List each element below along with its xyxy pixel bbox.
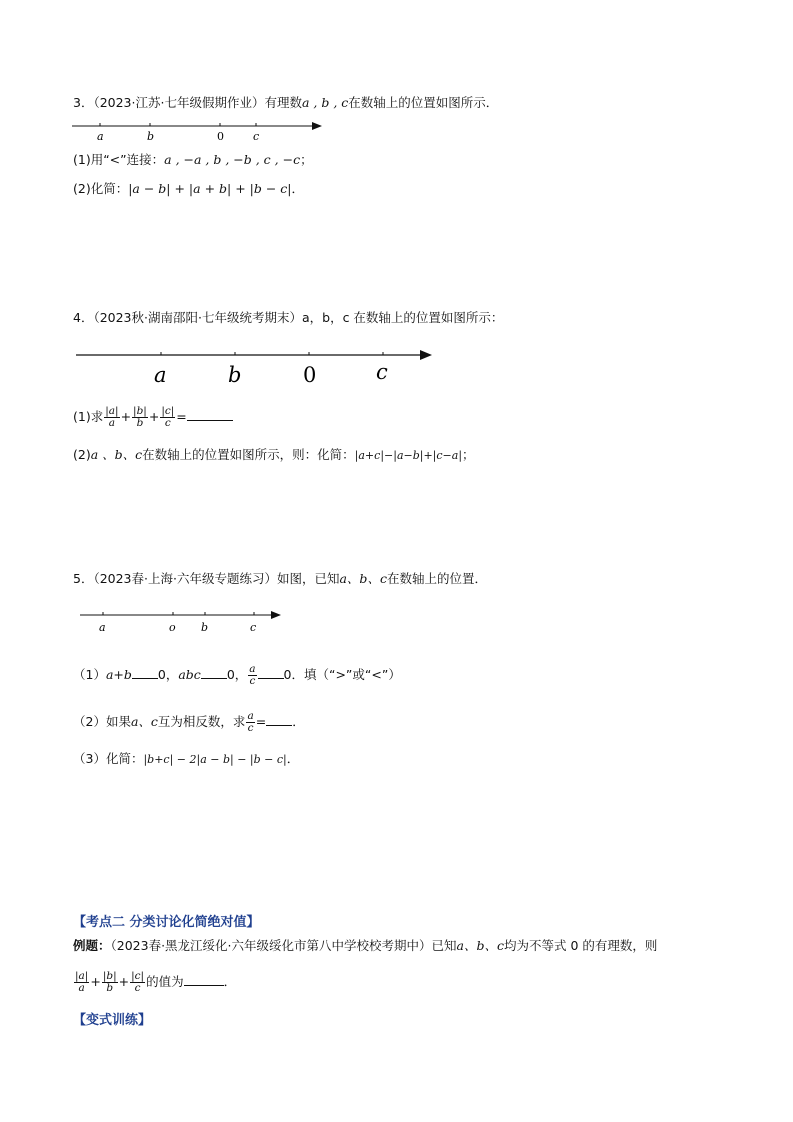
q3-number-line: [70, 118, 330, 146]
q4-part2: (2)a 、b、c在数轴上的位置如图所示，则：化简：|a+c|−|a−b|+|c−a|；: [73, 447, 475, 462]
example-label: 例题：: [73, 938, 111, 953]
example-stem: 例题：（2023春·黑龙江绥化·六年级绥化市第八中学校校考期中）已知a、b、c均为不等式 0 的有理数，则: [73, 938, 658, 953]
q5-blank-2[interactable]: [201, 667, 227, 679]
q3-source: （2023·江苏·七年级假期作业）: [93, 95, 265, 110]
q4-fraction-b: $\frac{|b|}{b}$: [133, 405, 147, 429]
q5-part1: （1）a+b 0，abc 0， $\frac{a}{c}$ 0．填（“>”或“<”）: [73, 663, 401, 687]
q5-number-line: [78, 606, 288, 636]
q3-stem-end: 在数轴上的位置如图所示．: [348, 95, 499, 110]
q3-axis-label-c: c: [253, 130, 260, 143]
q4-axis-label-c: c: [376, 360, 388, 384]
q4-axis-label-0: 0: [303, 363, 317, 387]
example-fraction-c: $\frac{|c|}{c}$: [131, 970, 145, 994]
variant-heading: 【变式训练】: [73, 1013, 152, 1028]
q3-stem-text: 有理数: [264, 95, 302, 110]
example-answer-blank[interactable]: [184, 974, 224, 986]
q3-axis-label-b: b: [147, 130, 155, 143]
example-fraction-a: $\frac{|a|}{a}$: [75, 970, 89, 994]
q5-axis-label-c: c: [250, 621, 257, 634]
q4-fraction-c: $\frac{|c|}{c}$: [161, 405, 175, 429]
q3-p1-list: a , −a , b , −b , c , −c: [164, 152, 301, 167]
q3-p2-expr: |a − b| + |a + b| + |b − c|: [128, 181, 292, 196]
q5-part3: （3）化简：|b+c| − 2|a − b| − |b − c|．: [73, 751, 300, 766]
q5-fraction-a-over-c-2: $\frac{a}{c}$: [247, 710, 254, 734]
q4-answer-blank[interactable]: [187, 409, 233, 421]
q5-axis-label-a: a: [99, 621, 106, 634]
q4-number-line: [74, 345, 439, 387]
q3-axis-label-a: a: [97, 130, 104, 143]
q4-axis-label-a: a: [154, 363, 167, 387]
q3-vars: a , b , c: [301, 95, 349, 110]
q5-axis-label-b: b: [201, 621, 209, 634]
q5-blank-4[interactable]: [266, 714, 292, 726]
q4-stem: 4．（2023秋·湖南邵阳·七年级统考期末）a，b，c 在数轴上的位置如图所示：: [73, 310, 504, 325]
example-fraction-b: $\frac{|b|}{b}$: [102, 970, 117, 994]
q5-stem: 5．（2023春·上海·六年级专题练习）如图，已知a、b、c在数轴上的位置．: [73, 571, 487, 586]
q4-part1: (1)求 $\frac{|a|}{a}$ + $\frac{|b|}{b}$ + $\frac{|c|}{c}$ =: [73, 402, 233, 432]
q3-stem: [73, 95, 498, 111]
q3-part2: (2)化简：|a − b| + |a + b| + |b − c|．: [73, 181, 305, 196]
example-expression: $\frac{|a|}{a}$ + $\frac{|b|}{b}$ + $\frac{|c|}{c}$ 的值为 ．: [75, 970, 237, 994]
q4-p2-expr: |a+c|−|a−b|+|c−a|: [354, 449, 463, 462]
q4-axis-label-b: b: [228, 363, 242, 387]
q4-fraction-a: $\frac{|a|}{a}$: [105, 405, 119, 429]
section-heading: 【考点二 分类讨论化简绝对值】: [73, 915, 260, 930]
q3-axis-label-0: 0: [217, 130, 224, 143]
q5-blank-3[interactable]: [258, 667, 284, 679]
q5-axis-label-o: o: [169, 621, 176, 634]
q5-fraction-a-over-c: $\frac{a}{c}$: [249, 663, 256, 687]
q5-part2: （2）如果a、c互为相反数，求 $\frac{a}{c}$ = ．: [73, 710, 305, 734]
q3-number: 3．: [73, 95, 94, 110]
q3-part1: (1)用“<”连接：a , −a , b , −b , c , −c；: [73, 152, 313, 167]
q5-p3-expr: |b+c| − 2|a − b| − |b − c|: [143, 753, 287, 766]
q5-blank-1[interactable]: [132, 667, 158, 679]
